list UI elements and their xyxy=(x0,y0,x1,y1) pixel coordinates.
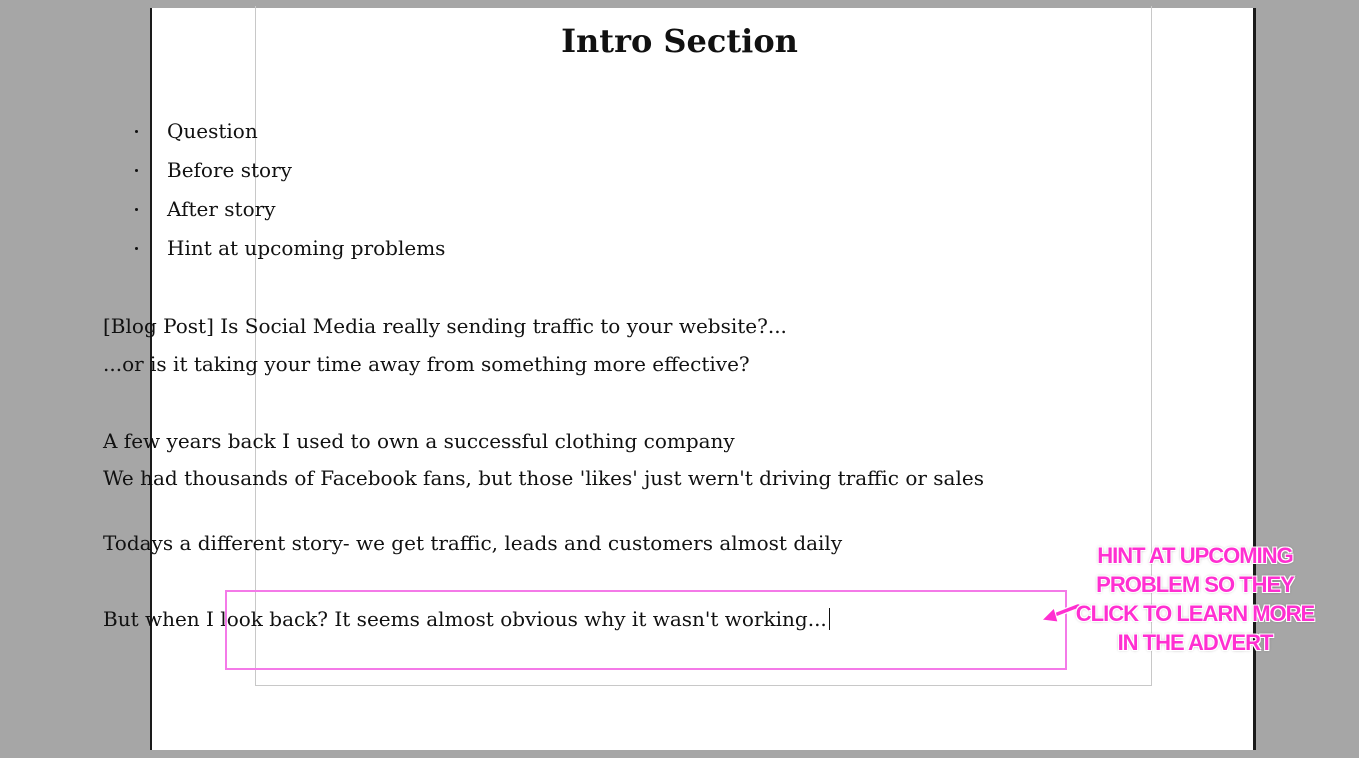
paragraph-today[interactable]: Todays a different story- we get traffic, leads and customers almost daily xyxy=(103,531,843,555)
paragraph-facebook-fans[interactable]: We had thousands of Facebook fans, but those 'likes' just wern't driving traffic or sales xyxy=(103,466,984,490)
page-title: Intro Section xyxy=(561,22,798,60)
list-item: After story xyxy=(103,190,445,229)
bullet-icon xyxy=(135,169,138,172)
text-boundary xyxy=(255,6,1152,686)
list-item: Question xyxy=(103,112,445,151)
list-item: Hint at upcoming problems xyxy=(103,229,445,268)
annotation-callout: HINT AT UPCOMING PROBLEM SO THEY CLICK TO LEARN MORE IN THE ADVERT xyxy=(1075,543,1315,655)
bullet-list xyxy=(103,112,445,268)
paragraph-hint-text: But when I look back? It seems almost obvious why it wasn't working... xyxy=(103,607,827,631)
bullet-icon xyxy=(135,247,138,250)
paragraph-blog-post[interactable]: [Blog Post] Is Social Media really sending traffic to your website?... xyxy=(103,314,787,338)
bullet-icon xyxy=(135,130,138,133)
bullet-icon xyxy=(135,208,138,211)
list-item: Before story xyxy=(103,151,445,190)
paragraph-question[interactable]: ...or is it taking your time away from something more effective? xyxy=(103,352,750,376)
highlight-box xyxy=(225,590,1067,670)
paragraph-backstory[interactable]: A few years back I used to own a successful clothing company xyxy=(103,429,735,453)
